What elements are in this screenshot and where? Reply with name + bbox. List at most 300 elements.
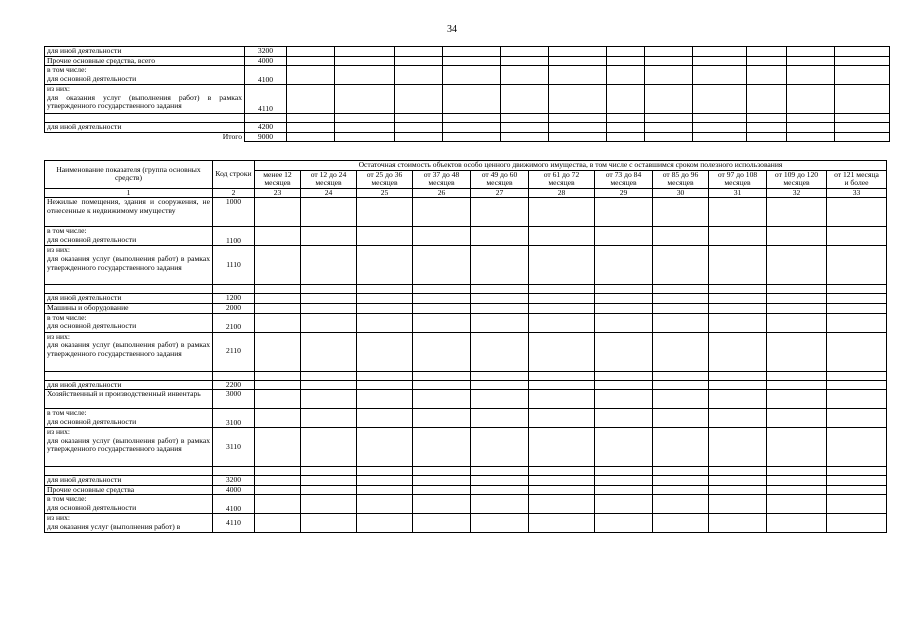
value-cell[interactable] <box>413 485 471 495</box>
value-cell[interactable] <box>529 198 595 227</box>
value-cell[interactable] <box>529 285 595 294</box>
value-cell[interactable] <box>471 390 529 409</box>
table-row <box>45 390 887 409</box>
value-cell[interactable] <box>787 85 835 114</box>
value-cell[interactable] <box>653 476 709 486</box>
value-cell[interactable] <box>595 198 653 227</box>
value-cell[interactable] <box>653 332 709 371</box>
value-cell[interactable] <box>501 114 549 123</box>
value-cell[interactable] <box>747 114 787 123</box>
value-cell[interactable] <box>827 476 887 486</box>
value-cell[interactable] <box>827 380 887 390</box>
value-cell[interactable] <box>767 313 827 332</box>
value-cell[interactable] <box>471 428 529 467</box>
value-cell[interactable] <box>301 514 357 533</box>
value-cell[interactable] <box>471 303 529 313</box>
row-name: в том числе: для основной деятельности <box>45 66 245 85</box>
value-cell[interactable] <box>595 313 653 332</box>
value-cell[interactable] <box>767 198 827 227</box>
value-cell[interactable] <box>607 66 645 85</box>
value-cell[interactable] <box>645 56 693 66</box>
value-cell[interactable] <box>767 514 827 533</box>
value-cell[interactable] <box>413 428 471 467</box>
value-cell[interactable] <box>413 476 471 486</box>
value-cell[interactable] <box>413 495 471 514</box>
value-cell[interactable] <box>413 467 471 476</box>
value-cell[interactable] <box>395 114 443 123</box>
value-cell[interactable] <box>301 428 357 467</box>
value-cell[interactable] <box>471 332 529 371</box>
value-cell[interactable] <box>287 56 335 66</box>
value-cell[interactable] <box>357 313 413 332</box>
value-cell[interactable] <box>835 132 890 142</box>
value-cell[interactable] <box>595 227 653 246</box>
value-cell[interactable] <box>335 47 395 57</box>
value-cell[interactable] <box>653 409 709 428</box>
value-cell[interactable] <box>709 294 767 304</box>
value-cell[interactable] <box>693 56 747 66</box>
value-cell[interactable] <box>395 123 443 133</box>
value-cell[interactable] <box>767 495 827 514</box>
value-cell[interactable] <box>595 514 653 533</box>
value-cell[interactable] <box>301 227 357 246</box>
value-cell[interactable] <box>607 123 645 133</box>
value-cell[interactable] <box>653 514 709 533</box>
value-cell[interactable] <box>709 313 767 332</box>
value-cell[interactable] <box>301 380 357 390</box>
value-cell[interactable] <box>529 485 595 495</box>
value-cell[interactable] <box>357 390 413 409</box>
row-name: в том числе: для основной деятельности <box>45 227 213 246</box>
value-cell[interactable] <box>357 476 413 486</box>
value-cell[interactable] <box>529 514 595 533</box>
value-cell[interactable] <box>827 313 887 332</box>
value-cell[interactable] <box>287 47 335 57</box>
value-cell[interactable] <box>301 485 357 495</box>
value-cell[interactable] <box>787 123 835 133</box>
total-label: Итого <box>45 132 245 142</box>
value-cell[interactable] <box>443 123 501 133</box>
value-cell[interactable] <box>835 47 890 57</box>
value-cell[interactable] <box>255 285 301 294</box>
value-cell[interactable] <box>255 467 301 476</box>
value-cell[interactable] <box>827 198 887 227</box>
value-cell[interactable] <box>827 495 887 514</box>
value-cell[interactable] <box>301 371 357 380</box>
value-cell[interactable] <box>709 332 767 371</box>
value-cell[interactable] <box>595 380 653 390</box>
value-cell[interactable] <box>607 56 645 66</box>
value-cell[interactable] <box>653 303 709 313</box>
value-cell[interactable] <box>395 132 443 142</box>
column-number: 30 <box>653 188 709 198</box>
value-cell[interactable] <box>549 56 607 66</box>
value-cell[interactable] <box>255 198 301 227</box>
value-cell[interactable] <box>595 285 653 294</box>
value-cell[interactable] <box>301 332 357 371</box>
row-code: 4000 <box>245 56 287 66</box>
value-cell[interactable] <box>709 476 767 486</box>
value-cell[interactable] <box>413 371 471 380</box>
value-cell[interactable] <box>767 380 827 390</box>
value-cell[interactable] <box>357 380 413 390</box>
value-cell[interactable] <box>595 371 653 380</box>
value-cell[interactable] <box>827 227 887 246</box>
value-cell[interactable] <box>549 132 607 142</box>
value-cell[interactable] <box>357 514 413 533</box>
value-cell[interactable] <box>709 409 767 428</box>
value-cell[interactable] <box>767 332 827 371</box>
value-cell[interactable] <box>529 495 595 514</box>
value-cell[interactable] <box>255 294 301 304</box>
value-cell[interactable] <box>413 294 471 304</box>
value-cell[interactable] <box>709 246 767 285</box>
value-cell[interactable] <box>747 66 787 85</box>
value-cell[interactable] <box>827 303 887 313</box>
value-cell[interactable] <box>413 514 471 533</box>
value-cell[interactable] <box>767 476 827 486</box>
value-cell[interactable] <box>529 332 595 371</box>
value-cell[interactable] <box>471 198 529 227</box>
value-cell[interactable] <box>255 409 301 428</box>
value-cell[interactable] <box>471 380 529 390</box>
value-cell[interactable] <box>595 467 653 476</box>
value-cell[interactable] <box>529 246 595 285</box>
row-name: для иной деятельности <box>45 476 213 486</box>
value-cell[interactable] <box>443 85 501 114</box>
value-cell[interactable] <box>413 198 471 227</box>
value-cell[interactable] <box>357 495 413 514</box>
value-cell[interactable] <box>653 495 709 514</box>
value-cell[interactable] <box>301 294 357 304</box>
row-code <box>245 114 287 123</box>
value-cell[interactable] <box>709 303 767 313</box>
value-cell[interactable] <box>827 294 887 304</box>
row-code: 4100 <box>213 495 255 514</box>
value-cell[interactable] <box>357 332 413 371</box>
value-cell[interactable] <box>255 371 301 380</box>
value-cell[interactable] <box>471 246 529 285</box>
value-cell[interactable] <box>255 227 301 246</box>
value-cell[interactable] <box>595 409 653 428</box>
value-cell[interactable] <box>709 390 767 409</box>
value-cell[interactable] <box>767 227 827 246</box>
value-cell[interactable] <box>653 246 709 285</box>
value-cell[interactable] <box>471 467 529 476</box>
value-cell[interactable] <box>529 294 595 304</box>
value-cell[interactable] <box>653 198 709 227</box>
value-cell[interactable] <box>747 85 787 114</box>
value-cell[interactable] <box>827 514 887 533</box>
value-cell[interactable] <box>501 47 549 57</box>
value-cell[interactable] <box>653 485 709 495</box>
value-cell[interactable] <box>413 285 471 294</box>
value-cell[interactable] <box>787 66 835 85</box>
value-cell[interactable] <box>413 313 471 332</box>
value-cell[interactable] <box>653 467 709 476</box>
value-cell[interactable] <box>693 47 747 57</box>
value-cell[interactable] <box>693 123 747 133</box>
value-cell[interactable] <box>709 485 767 495</box>
value-cell[interactable] <box>787 132 835 142</box>
value-cell[interactable] <box>335 85 395 114</box>
value-cell[interactable] <box>301 476 357 486</box>
value-cell[interactable] <box>595 485 653 495</box>
value-cell[interactable] <box>301 390 357 409</box>
value-cell[interactable] <box>645 132 693 142</box>
value-cell[interactable] <box>787 56 835 66</box>
value-cell[interactable] <box>301 467 357 476</box>
value-cell[interactable] <box>471 371 529 380</box>
value-cell[interactable] <box>827 409 887 428</box>
row-name: для иной деятельности <box>45 47 245 57</box>
value-cell[interactable] <box>529 467 595 476</box>
value-cell[interactable] <box>787 47 835 57</box>
value-cell[interactable] <box>827 428 887 467</box>
value-cell[interactable] <box>287 132 335 142</box>
value-cell[interactable] <box>471 476 529 486</box>
value-cell[interactable] <box>645 47 693 57</box>
value-cell[interactable] <box>767 485 827 495</box>
value-cell[interactable] <box>653 380 709 390</box>
value-cell[interactable] <box>549 123 607 133</box>
header-period-col: от 121 месяца и более <box>827 170 887 188</box>
value-cell[interactable] <box>767 467 827 476</box>
value-cell[interactable] <box>301 313 357 332</box>
value-cell[interactable] <box>501 123 549 133</box>
value-cell[interactable] <box>653 428 709 467</box>
value-cell[interactable] <box>595 246 653 285</box>
value-cell[interactable] <box>645 114 693 123</box>
value-cell[interactable] <box>335 56 395 66</box>
value-cell[interactable] <box>357 303 413 313</box>
value-cell[interactable] <box>767 428 827 467</box>
value-cell[interactable] <box>595 495 653 514</box>
value-cell[interactable] <box>835 114 890 123</box>
value-cell[interactable] <box>255 332 301 371</box>
value-cell[interactable] <box>287 85 335 114</box>
value-cell[interactable] <box>255 428 301 467</box>
value-cell[interactable] <box>443 132 501 142</box>
value-cell[interactable] <box>529 313 595 332</box>
value-cell[interactable] <box>471 409 529 428</box>
value-cell[interactable] <box>827 467 887 476</box>
value-cell[interactable] <box>835 85 890 114</box>
value-cell[interactable] <box>747 47 787 57</box>
value-cell[interactable] <box>693 66 747 85</box>
value-cell[interactable] <box>827 371 887 380</box>
value-cell[interactable] <box>255 246 301 285</box>
value-cell[interactable] <box>413 380 471 390</box>
value-cell[interactable] <box>607 132 645 142</box>
value-cell[interactable] <box>529 371 595 380</box>
value-cell[interactable] <box>747 123 787 133</box>
value-cell[interactable] <box>471 313 529 332</box>
value-cell[interactable] <box>255 380 301 390</box>
value-cell[interactable] <box>335 123 395 133</box>
value-cell[interactable] <box>835 66 890 85</box>
value-cell[interactable] <box>335 132 395 142</box>
value-cell[interactable] <box>301 198 357 227</box>
value-cell[interactable] <box>301 303 357 313</box>
value-cell[interactable] <box>471 285 529 294</box>
value-cell[interactable] <box>357 198 413 227</box>
value-cell[interactable] <box>357 467 413 476</box>
value-cell[interactable] <box>835 123 890 133</box>
value-cell[interactable] <box>413 303 471 313</box>
value-cell[interactable] <box>413 390 471 409</box>
value-cell[interactable] <box>255 390 301 409</box>
value-cell[interactable] <box>357 428 413 467</box>
value-cell[interactable] <box>549 85 607 114</box>
value-cell[interactable] <box>357 485 413 495</box>
value-cell[interactable] <box>827 332 887 371</box>
value-cell[interactable] <box>767 285 827 294</box>
value-cell[interactable] <box>529 227 595 246</box>
value-cell[interactable] <box>709 467 767 476</box>
value-cell[interactable] <box>767 371 827 380</box>
value-cell[interactable] <box>357 227 413 246</box>
value-cell[interactable] <box>595 390 653 409</box>
value-cell[interactable] <box>767 294 827 304</box>
table-row <box>45 514 887 533</box>
value-cell[interactable] <box>693 114 747 123</box>
value-cell[interactable] <box>645 123 693 133</box>
value-cell[interactable] <box>395 47 443 57</box>
value-cell[interactable] <box>653 390 709 409</box>
value-cell[interactable] <box>827 285 887 294</box>
value-cell[interactable] <box>709 514 767 533</box>
value-cell[interactable] <box>693 132 747 142</box>
value-cell[interactable] <box>549 66 607 85</box>
value-cell[interactable] <box>787 114 835 123</box>
value-cell[interactable] <box>335 114 395 123</box>
value-cell[interactable] <box>255 313 301 332</box>
value-cell[interactable] <box>443 47 501 57</box>
value-cell[interactable] <box>255 476 301 486</box>
value-cell[interactable] <box>595 303 653 313</box>
value-cell[interactable] <box>709 371 767 380</box>
value-cell[interactable] <box>529 303 595 313</box>
value-cell[interactable] <box>709 198 767 227</box>
value-cell[interactable] <box>357 285 413 294</box>
value-cell[interactable] <box>443 56 501 66</box>
value-cell[interactable] <box>607 47 645 57</box>
value-cell[interactable] <box>709 285 767 294</box>
value-cell[interactable] <box>471 514 529 533</box>
value-cell[interactable] <box>653 294 709 304</box>
value-cell[interactable] <box>529 380 595 390</box>
value-cell[interactable] <box>287 123 335 133</box>
value-cell[interactable] <box>335 66 395 85</box>
value-cell[interactable] <box>747 132 787 142</box>
value-cell[interactable] <box>645 66 693 85</box>
value-cell[interactable] <box>443 114 501 123</box>
value-cell[interactable] <box>595 332 653 371</box>
value-cell[interactable] <box>501 85 549 114</box>
value-cell[interactable] <box>255 303 301 313</box>
value-cell[interactable] <box>471 294 529 304</box>
value-cell[interactable] <box>413 332 471 371</box>
value-cell[interactable] <box>471 495 529 514</box>
value-cell[interactable] <box>255 495 301 514</box>
value-cell[interactable] <box>607 114 645 123</box>
row-code: 3100 <box>213 409 255 428</box>
value-cell[interactable] <box>709 495 767 514</box>
value-cell[interactable] <box>709 380 767 390</box>
value-cell[interactable] <box>767 390 827 409</box>
value-cell[interactable] <box>287 114 335 123</box>
value-cell[interactable] <box>413 246 471 285</box>
table-row <box>45 47 890 57</box>
value-cell[interactable] <box>827 485 887 495</box>
value-cell[interactable] <box>653 227 709 246</box>
value-cell[interactable] <box>549 47 607 57</box>
value-cell[interactable] <box>827 390 887 409</box>
value-cell[interactable] <box>529 476 595 486</box>
table-row <box>45 66 890 85</box>
value-cell[interactable] <box>709 428 767 467</box>
value-cell[interactable] <box>501 132 549 142</box>
column-number: 33 <box>827 188 887 198</box>
value-cell[interactable] <box>835 56 890 66</box>
value-cell[interactable] <box>595 476 653 486</box>
value-cell[interactable] <box>255 514 301 533</box>
value-cell[interactable] <box>357 409 413 428</box>
value-cell[interactable] <box>653 371 709 380</box>
value-cell[interactable] <box>471 227 529 246</box>
value-cell[interactable] <box>653 313 709 332</box>
value-cell[interactable] <box>395 66 443 85</box>
value-cell[interactable] <box>747 56 787 66</box>
value-cell[interactable] <box>693 85 747 114</box>
value-cell[interactable] <box>767 409 827 428</box>
value-cell[interactable] <box>529 409 595 428</box>
value-cell[interactable] <box>529 428 595 467</box>
value-cell[interactable] <box>767 303 827 313</box>
value-cell[interactable] <box>357 294 413 304</box>
value-cell[interactable] <box>287 66 335 85</box>
value-cell[interactable] <box>471 485 529 495</box>
value-cell[interactable] <box>595 294 653 304</box>
value-cell[interactable] <box>301 285 357 294</box>
value-cell[interactable] <box>395 56 443 66</box>
value-cell[interactable] <box>501 56 549 66</box>
value-cell[interactable] <box>653 285 709 294</box>
header-period-col: от 85 до 96 месяцев <box>653 170 709 188</box>
value-cell[interactable] <box>301 495 357 514</box>
value-cell[interactable] <box>529 390 595 409</box>
column-number: 29 <box>595 188 653 198</box>
value-cell[interactable] <box>645 85 693 114</box>
value-cell[interactable] <box>413 409 471 428</box>
value-cell[interactable] <box>443 66 501 85</box>
value-cell[interactable] <box>395 85 443 114</box>
value-cell[interactable] <box>501 66 549 85</box>
value-cell[interactable] <box>607 85 645 114</box>
value-cell[interactable] <box>549 114 607 123</box>
value-cell[interactable] <box>767 246 827 285</box>
value-cell[interactable] <box>301 246 357 285</box>
value-cell[interactable] <box>709 227 767 246</box>
value-cell[interactable] <box>595 428 653 467</box>
value-cell[interactable] <box>357 246 413 285</box>
value-cell[interactable] <box>357 371 413 380</box>
value-cell[interactable] <box>255 485 301 495</box>
value-cell[interactable] <box>827 246 887 285</box>
value-cell[interactable] <box>301 409 357 428</box>
value-cell[interactable] <box>413 227 471 246</box>
